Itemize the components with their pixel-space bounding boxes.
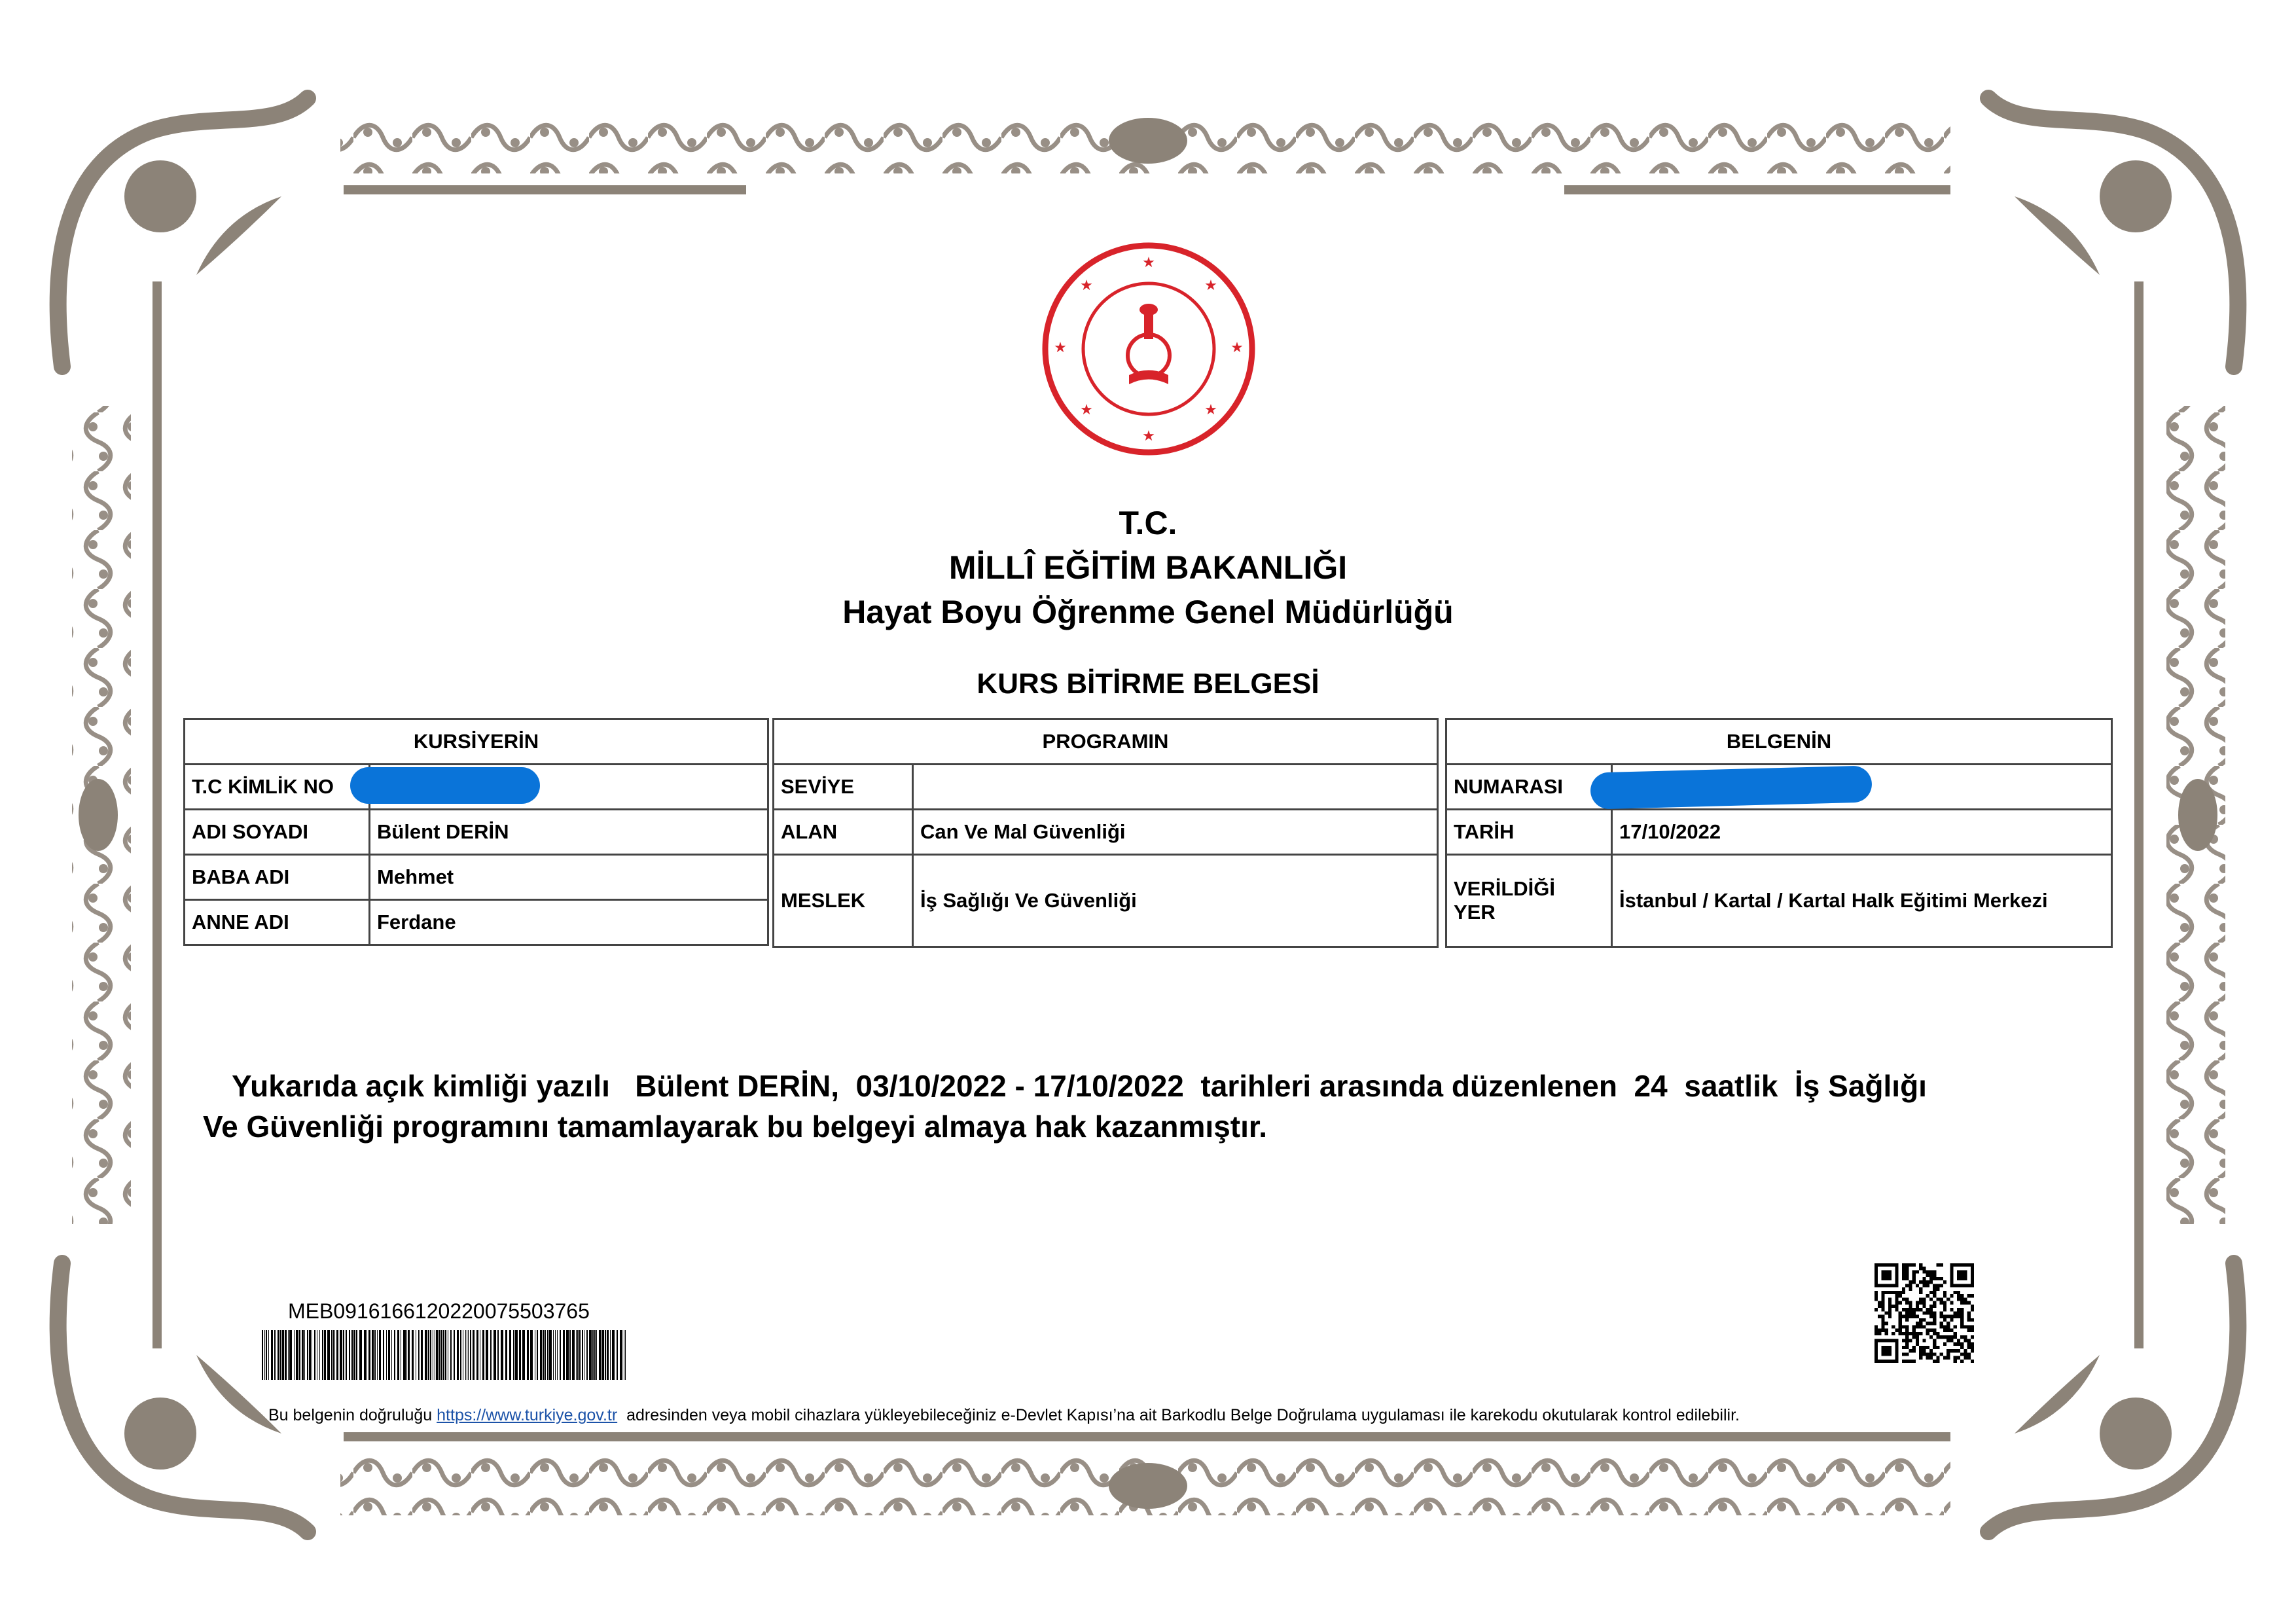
program-table	[772, 718, 1439, 948]
statement-line2: Ve Güvenliği programını tamamlayarak bu belgeyi almaya hak kazanmıştır.	[203, 1110, 1268, 1144]
document-title: KURS BİTİRME BELGESİ	[977, 668, 1319, 700]
ministry-seal	[1041, 241, 1257, 457]
statement-line1: Yukarıda açık kimliği yazılı Bülent DERİN, 03/10/2022 - 17/10/2022 tarihleri arasında düzenlenen 24 saatlik İş Sağlığı	[232, 1069, 1927, 1103]
verildigi-yer-value: İstanbul / Kartal / Kartal Halk Eğitimi Merkezi	[1612, 855, 2112, 947]
verildigi-label-line1: VERİLDİĞİ	[1454, 877, 1556, 900]
alan-value: Can Ve Mal Güvenliği	[913, 810, 1438, 855]
footer-text-after: adresinden veya mobil cihazlara yükleyebileceğiniz e-Devlet Kapısı’na ait Barkodlu Belge Doğrulama uygulaması ile karekodu okutularak kontrol edilebilir.	[617, 1406, 1740, 1424]
numarasi-redaction	[1590, 765, 1872, 809]
qr-code-icon	[1874, 1263, 1974, 1363]
header-directorate: Hayat Boyu Öğrenme Genel Müdürlüğü	[842, 594, 1454, 630]
kursiyer-table	[183, 718, 769, 946]
svg-text:★: ★	[1080, 402, 1093, 418]
belge-heading: BELGENİN	[1446, 719, 2112, 765]
header-tc: T.C.	[1119, 505, 1177, 541]
adi-soyadi-value: Bülent DERİN	[370, 810, 768, 855]
svg-text:★: ★	[1080, 278, 1093, 294]
turkiye-gov-link[interactable]: https://www.turkiye.gov.tr	[437, 1406, 618, 1424]
tarih-value: 17/10/2022	[1612, 810, 2112, 855]
svg-text:★: ★	[1204, 278, 1217, 294]
kursiyer-heading: KURSİYERİN	[185, 719, 768, 765]
tarih-label: TARİH	[1446, 810, 1612, 855]
verification-note	[268, 1406, 2036, 1425]
barcode-number: MEB0916166120220075503765	[288, 1299, 590, 1323]
anne-adi-value: Ferdane	[370, 900, 768, 945]
anne-adi-label: ANNE ADI	[185, 900, 370, 945]
baba-adi-label: BABA ADI	[185, 855, 370, 900]
svg-text:★: ★	[1204, 402, 1217, 418]
program-heading: PROGRAMIN	[774, 719, 1438, 765]
svg-text:★: ★	[1054, 340, 1067, 356]
seviye-label: SEVİYE	[774, 765, 913, 810]
baba-adi-value: Mehmet	[370, 855, 768, 900]
svg-text:★: ★	[1142, 255, 1155, 271]
verildigi-yer-label	[1446, 855, 1612, 947]
tc-kimlik-redaction	[350, 767, 540, 804]
tc-kimlik-label: T.C KİMLİK NO	[185, 765, 370, 810]
alan-label: ALAN	[774, 810, 913, 855]
footer-text-before: Bu belgenin doğruluğu	[268, 1406, 437, 1424]
barcode-icon	[262, 1330, 628, 1380]
verildigi-label-line2: YER	[1454, 901, 1496, 924]
certificate-statement	[203, 1066, 2088, 1147]
meslek-label: MESLEK	[774, 855, 913, 947]
adi-soyadi-label: ADI SOYADI	[185, 810, 370, 855]
belge-table	[1445, 718, 2113, 948]
header-ministry: MİLLÎ EĞİTİM BAKANLIĞI	[948, 549, 1348, 586]
meslek-value: İş Sağlığı Ve Güvenliği	[913, 855, 1438, 947]
seviye-value	[913, 765, 1438, 810]
svg-text:★: ★	[1142, 428, 1155, 444]
svg-text:★: ★	[1230, 340, 1244, 356]
numarasi-label: NUMARASI	[1446, 765, 1612, 810]
